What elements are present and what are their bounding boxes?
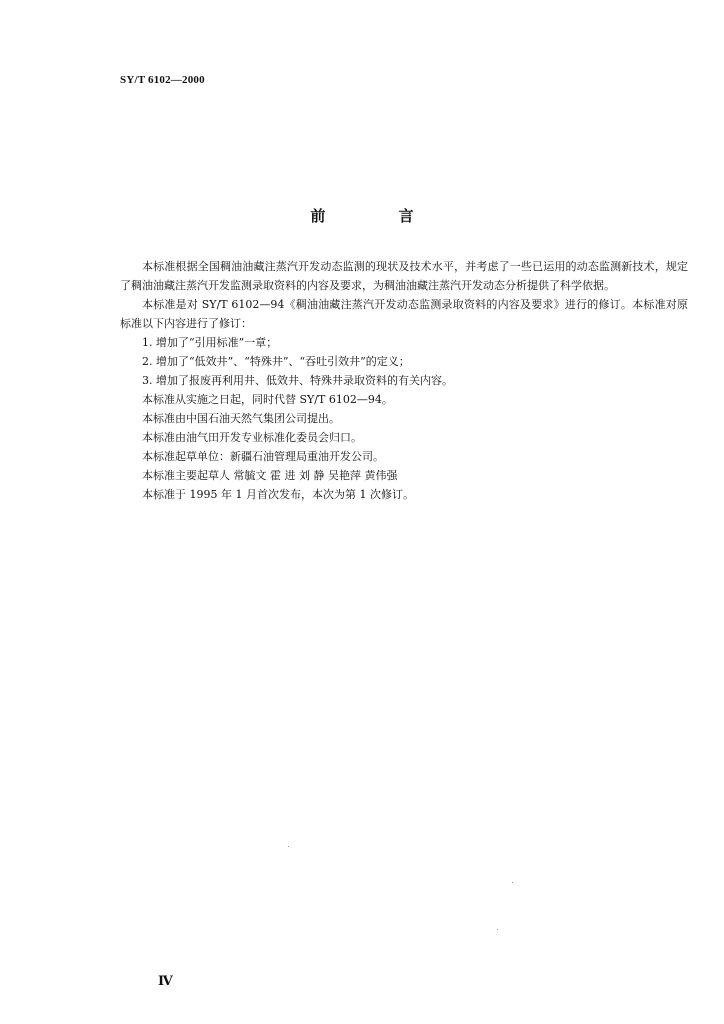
paragraph-drafters: 本标准主要起草人 常毓文 霍 进 刘 静 吴艳萍 黄伟强 <box>142 469 398 482</box>
revision-item-3: 3. 增加了报废再利用井、低效井、特殊井录取资料的有关内容。 <box>142 374 453 387</box>
paragraph-proposer: 本标准由中国石油天然气集团公司提出。 <box>142 412 340 425</box>
paragraph-effective-date: 本标准从实施之日起，同时代替 SY/T 6102—94。 <box>142 393 393 406</box>
scan-speck <box>512 882 513 883</box>
scan-speck <box>497 929 498 930</box>
page-number: Ⅳ <box>158 973 173 988</box>
revision-item-2: 2. 增加了“低效井”、“特殊井”、“吞吐引效井”的定义； <box>142 355 410 368</box>
paragraph-drafting-unit: 本标准起草单位：新疆石油管理局重油开发公司。 <box>142 450 384 463</box>
revision-item-1: 1. 增加了“引用标准”一章； <box>142 336 278 349</box>
paragraph-revision: 本标准是对 SY/T 6102—94《稠油油藏注蒸汽开发动态监测录取资料的内容及要求》进行的修订。本标准对原标准以下内容进行了修订： <box>120 298 688 330</box>
paragraph-history: 本标准于 1995 年 1 月首次发布，本次为第 1 次修订。 <box>142 488 414 501</box>
paragraph-scope: 本标准根据全国稠油油藏注蒸汽开发动态监测的现状及技术水平，并考虑了一些已运用的动态监测新技术，规定了稠油油藏注蒸汽开发监测录取资料的内容及要求，为稠油油藏注蒸汽开发动态分析提供了科学依据。 <box>120 260 688 292</box>
body-text <box>120 257 688 504</box>
scan-speck <box>288 846 289 847</box>
paragraph-administrator: 本标准由油气田开发专业标准化委员会归口。 <box>142 431 362 444</box>
section-title: 前 言 <box>310 207 448 225</box>
document-code: SY/T 6102—2000 <box>120 74 205 86</box>
